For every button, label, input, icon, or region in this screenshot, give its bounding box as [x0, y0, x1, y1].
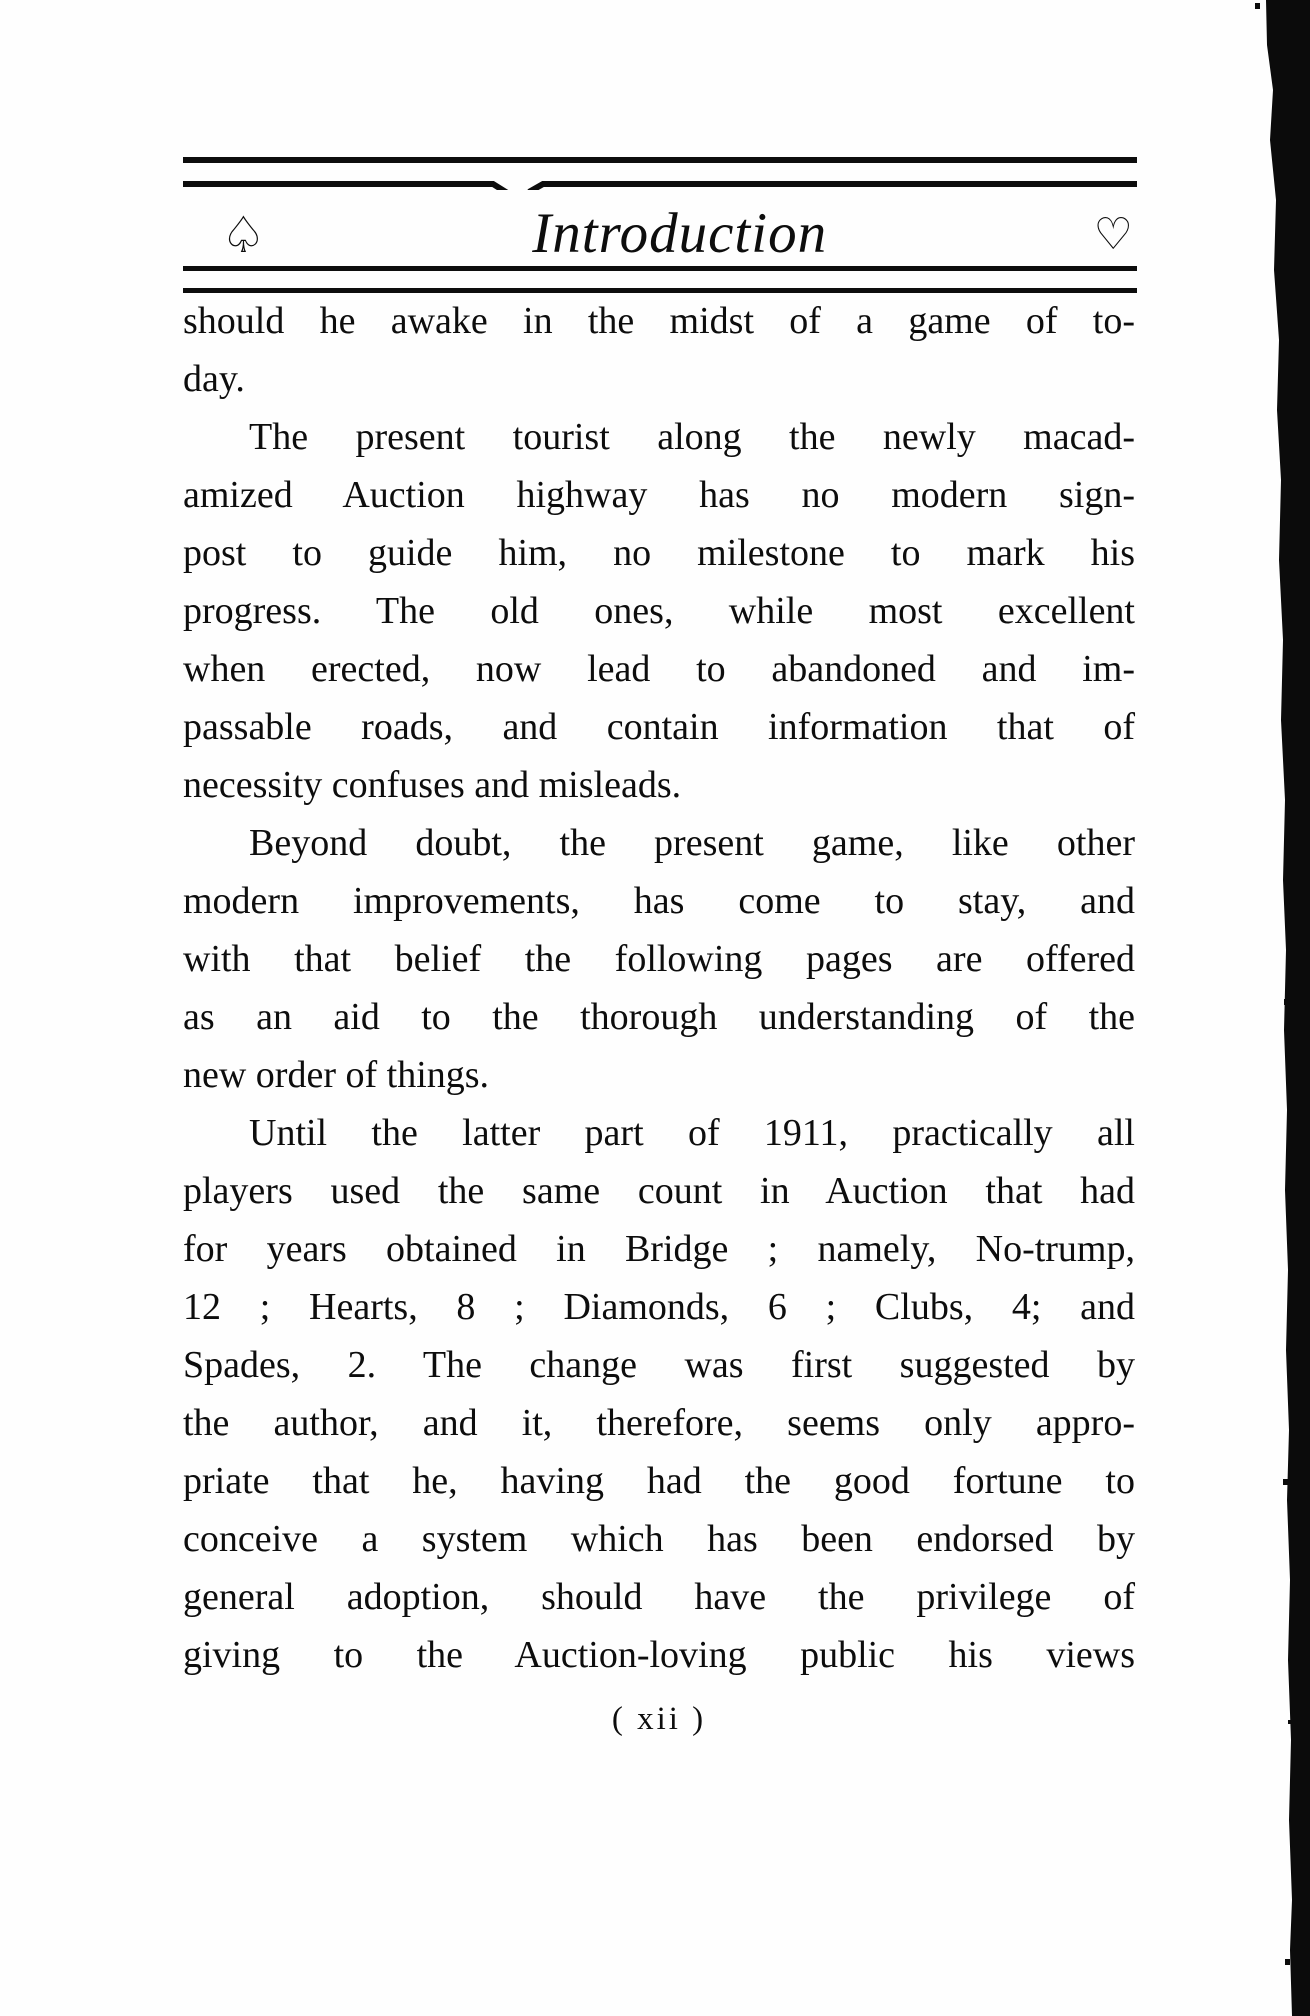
- body-line: Beyond doubt, the present game, like other: [249, 822, 1135, 864]
- body-line: players used the same count in Auction that had: [183, 1170, 1135, 1212]
- body-line: post to guide him, no milestone to mark his: [183, 532, 1135, 574]
- body-text: [183, 292, 1135, 1748]
- body-line: The present tourist along the newly macad-: [249, 416, 1135, 458]
- heart-icon: ♡: [1093, 209, 1133, 260]
- body-line: modern improvements, has come to stay, and: [183, 880, 1135, 922]
- spade-icon: ♤: [221, 206, 266, 264]
- body-line: general adoption, should have the privilege of: [183, 1576, 1135, 1618]
- scan-speckles: [1278, 150, 1281, 154]
- body-line: Spades, 2. The change was first suggested by: [183, 1344, 1135, 1386]
- scan-edge-shadow: [1254, 0, 1310, 2016]
- body-line: Until the latter part of 1911, practically all: [249, 1112, 1135, 1154]
- body-line: passable roads, and contain information that of: [183, 706, 1135, 748]
- body-line: for years obtained in Bridge ; namely, No-trump,: [183, 1228, 1135, 1270]
- body-line: 12 ; Hearts, 8 ; Diamonds, 6 ; Clubs, 4; and: [183, 1286, 1135, 1328]
- body-line: new order of things.: [183, 1054, 490, 1096]
- page-title: Introduction: [532, 201, 828, 265]
- body-line: day.: [183, 358, 245, 400]
- body-line: conceive a system which has been endorsed by: [183, 1518, 1135, 1560]
- running-header: [183, 196, 1137, 274]
- body-line: should he awake in the midst of a game of to-: [183, 300, 1135, 342]
- page-number: ( xii ): [611, 1701, 707, 1737]
- body-line: priate that he, having had the good fortune to: [183, 1460, 1135, 1502]
- body-line: with that belief the following pages are offered: [183, 938, 1135, 980]
- header-rule-top-svg: [183, 156, 1137, 190]
- body-line: amized Auction highway has no modern sign-: [183, 474, 1135, 516]
- body-line: giving to the Auction-loving public his views: [183, 1634, 1135, 1676]
- header-rule-top: [183, 156, 1137, 190]
- body-line: as an aid to the thorough understanding of the: [183, 996, 1135, 1038]
- body-line: when erected, now lead to abandoned and im-: [183, 648, 1135, 690]
- body-line: progress. The old ones, while most excellent: [183, 590, 1135, 632]
- body-line: the author, and it, therefore, seems only appro-: [183, 1402, 1135, 1444]
- rule-line: [183, 266, 1137, 271]
- body-line: necessity confuses and misleads.: [183, 764, 682, 806]
